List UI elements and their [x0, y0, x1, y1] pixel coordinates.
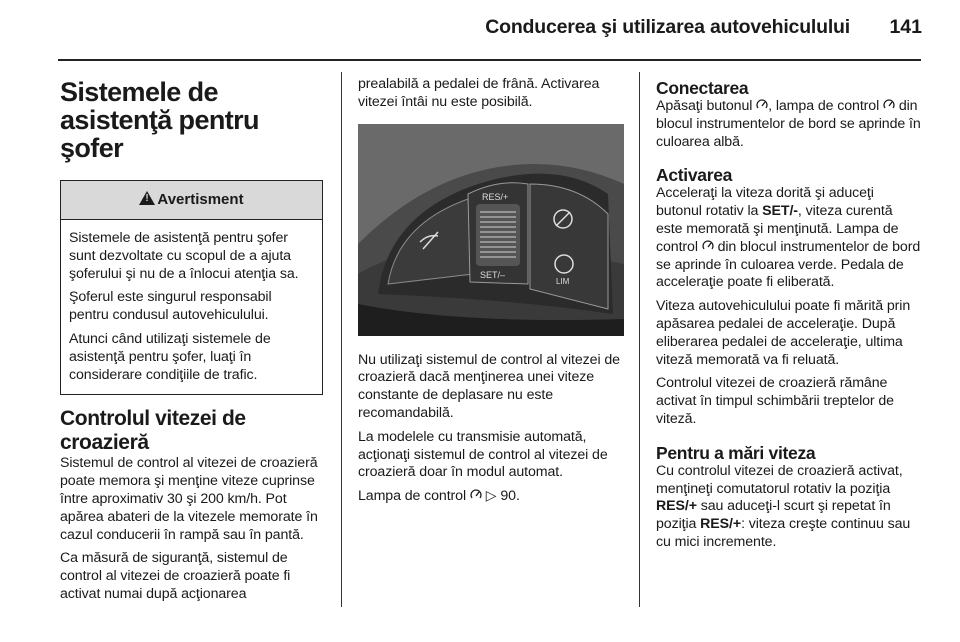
warning-header — [61, 181, 322, 220]
subsection-title-connect: Conectarea — [656, 78, 749, 98]
cruise-control-icon — [470, 489, 482, 501]
warning-paragraph: Atunci când utilizaţi sistemele de asistenţă pentru şofer, luaţi în considerare condiţiile de trafic. — [69, 330, 271, 383]
res-label: RES/+ — [700, 516, 742, 533]
text-fragment: , lampa de control — [768, 98, 880, 114]
text-fragment: sau aduceţi-l scurt şi repetat în poziţia — [656, 498, 891, 533]
warning-paragraph: Şoferul este singurul responsabil pentru condusul autovehiculului. — [69, 289, 272, 324]
photo-label-res: RES/+ — [482, 191, 509, 202]
cruise-control-icon — [702, 240, 714, 252]
text-fragment: din blocul instrumentelor de bord se aprinde în culoarea verde. Pedala de acceleraţie poate fi eliberată. — [656, 238, 921, 291]
page-reference: 90. — [500, 488, 520, 505]
body-paragraph: Viteza autovehiculului poate fi mărită prin apăsarea pedalei de acceleraţie. După eliberarea pedalei de acceleraţie, ultima viteză memorată va fi reluată. — [656, 298, 911, 368]
column-3 — [656, 66, 922, 558]
body-paragraph — [656, 463, 922, 552]
text-fragment: Apăsaţi butonul — [656, 98, 753, 114]
body-paragraph: prealabilă a pedalei de frână. Activarea vitezei întâi nu este posibilă. — [358, 76, 600, 110]
set-label: SET/- — [762, 203, 798, 220]
text-fragment: : viteza creşte continuu sau cu mici incremente. — [656, 516, 911, 550]
steering-wheel-controls-photo — [358, 124, 624, 336]
body-paragraph: Controlul vitezei de croazieră rămâne activat în timpul schimbării treptelor de viteză. — [656, 375, 894, 427]
header-rule — [58, 59, 921, 61]
text-fragment: , viteza curentă este memorată şi menţinută. Lampa de control — [656, 203, 899, 255]
cruise-control-icon — [756, 99, 768, 111]
body-paragraph: Sistemul de control al vitezei de croazieră poate memora şi menţine viteze cuprinse între aproximativ 30 şi 200 km/h. Pot apărea abateri de la vitezele memorate în cazul conducerii în rampă sau în pantă. — [60, 455, 318, 543]
page-header-title: Conducerea şi utilizarea autovehiculului — [485, 16, 850, 38]
warning-triangle-icon — [139, 191, 155, 205]
warning-paragraph: Sistemele de asistenţă pentru şofer sunt dezvoltate cu scopul de a ajuta şoferului şi nu de a înlocui atenţia sa. — [69, 230, 299, 282]
subsection-title-increase-speed: Pentru a mări viteza — [656, 442, 816, 463]
control-lamp-text: Lampa de control — [358, 488, 467, 505]
body-paragraph — [656, 185, 922, 292]
body-paragraph — [358, 488, 624, 506]
warning-body — [61, 220, 322, 394]
body-paragraph — [656, 98, 922, 151]
warning-box — [60, 180, 323, 395]
photo-label-set: SET/– — [480, 269, 506, 280]
subsection-title-activation: Activarea — [656, 165, 733, 186]
body-paragraph: La modelele cu transmisie automată, acţionaţi sistemul de control al vitezei de croazieră doar în modul automat. — [358, 428, 608, 481]
warning-title: Avertisment — [157, 191, 244, 208]
section-title: Sistemele de asistenţă pentru şofer — [60, 77, 259, 163]
column-2 — [358, 66, 624, 512]
res-label: RES/+ — [656, 498, 697, 515]
page-reference-arrow-icon: ▷ — [485, 488, 497, 505]
body-paragraph: Nu utilizaţi sistemul de control al vitezei de croazieră dacă menţinerea unei viteze constante de deplasare nu este recomandabilă. — [358, 351, 620, 421]
column-1 — [60, 66, 323, 610]
photo-label-lim: LIM — [556, 276, 570, 286]
text-fragment: din blocul instrumentelor de bord se aprinde în culoarea albă. — [656, 98, 921, 150]
subsection-title: Controlul vitezei de croazieră — [60, 407, 246, 455]
text-fragment: Acceleraţi la viteza dorită şi aduceţi butonul rotativ la — [656, 185, 874, 220]
cruise-control-icon — [883, 99, 895, 111]
page-number: 141 — [889, 16, 922, 38]
text-fragment: Cu controlul vitezei de croazieră activat, menţineţi comutatorul rotativ la poziţia — [656, 462, 903, 497]
body-paragraph: Ca măsură de siguranţă, sistemul de control al vitezei de croazieră poate fi activat numai după acţionarea — [60, 550, 291, 602]
column-divider-1 — [341, 72, 342, 607]
column-divider-2 — [639, 72, 640, 607]
